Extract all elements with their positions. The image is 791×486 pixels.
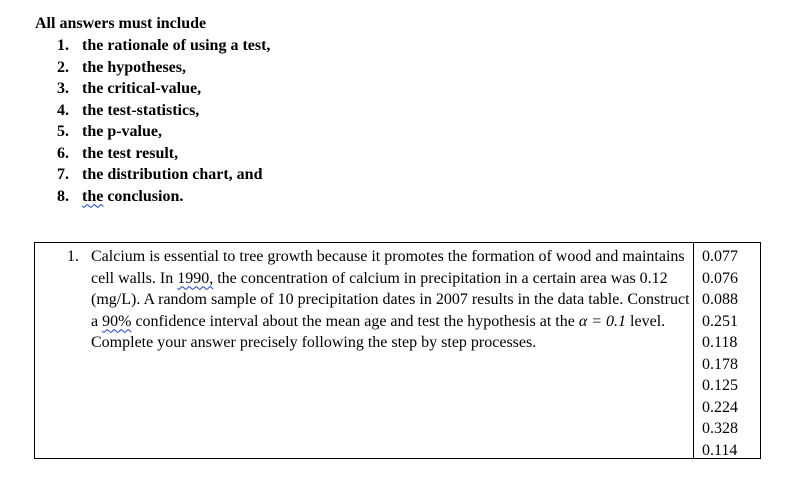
data-value: 0.328 bbox=[702, 420, 738, 437]
data-value: 0.118 bbox=[702, 334, 738, 351]
requirement-item bbox=[57, 186, 270, 208]
requirement-text: the p-value, bbox=[82, 123, 162, 140]
problem-number: 1. bbox=[67, 248, 79, 265]
problem-text: Calcium is essential to tree growth because it promotes the formation of wood and maintains cell walls. In 1990, the concentration of calcium in precipitation in a certain area was 0.12 (mg/L). A random sample of 10 precipitation dates in 2007 results in the data table. Construct a 90% confidence interval about the mean age and test the hypothesis at the α = 0.1 level. Complete your answer precisely following the step by step processes. bbox=[91, 248, 690, 351]
grammar-flag: 90% bbox=[102, 312, 132, 330]
problem-cell bbox=[35, 243, 694, 458]
requirement-number: 7. bbox=[57, 166, 69, 183]
requirement-item bbox=[57, 35, 270, 57]
data-value: 0.224 bbox=[702, 398, 738, 416]
requirement-number: 6. bbox=[57, 144, 69, 162]
requirement-text: the conclusion. bbox=[82, 187, 184, 205]
alpha-expression: α = 0.1 bbox=[578, 312, 627, 330]
requirement-number: 3. bbox=[57, 80, 69, 97]
data-value: 0.076 bbox=[702, 269, 738, 287]
requirement-number: 5. bbox=[57, 123, 69, 140]
requirement-item bbox=[57, 143, 270, 165]
requirement-item bbox=[57, 121, 270, 143]
grammar-flag: 1990, bbox=[177, 269, 214, 287]
requirement-number: 1. bbox=[57, 37, 69, 54]
requirement-text: the test-statistics, bbox=[82, 101, 200, 119]
requirement-item bbox=[57, 100, 270, 122]
requirements-list bbox=[57, 35, 270, 207]
requirement-item bbox=[57, 78, 270, 100]
requirement-text: the test result, bbox=[82, 144, 179, 162]
data-value: 0.088 bbox=[702, 291, 738, 308]
instructions-heading: All answers must include bbox=[35, 15, 207, 32]
grammar-flag: the bbox=[82, 187, 104, 205]
requirement-number: 2. bbox=[57, 58, 69, 76]
requirement-text: the critical-value, bbox=[82, 80, 202, 97]
data-value: 0.251 bbox=[702, 312, 738, 330]
requirement-text: the distribution chart, and bbox=[82, 166, 263, 183]
requirement-text: the rationale of using a test, bbox=[82, 37, 271, 54]
requirement-number: 4. bbox=[57, 101, 69, 119]
problem-table bbox=[34, 242, 761, 459]
data-value: 0.178 bbox=[702, 355, 738, 373]
requirement-text: the hypotheses, bbox=[82, 58, 187, 76]
requirement-number: 8. bbox=[57, 187, 69, 205]
requirement-item bbox=[57, 57, 270, 79]
data-value: 0.125 bbox=[702, 377, 738, 394]
data-column bbox=[694, 243, 760, 458]
data-value: 0.077 bbox=[702, 248, 738, 265]
data-value: 0.114 bbox=[702, 441, 738, 459]
requirement-item bbox=[57, 164, 270, 186]
